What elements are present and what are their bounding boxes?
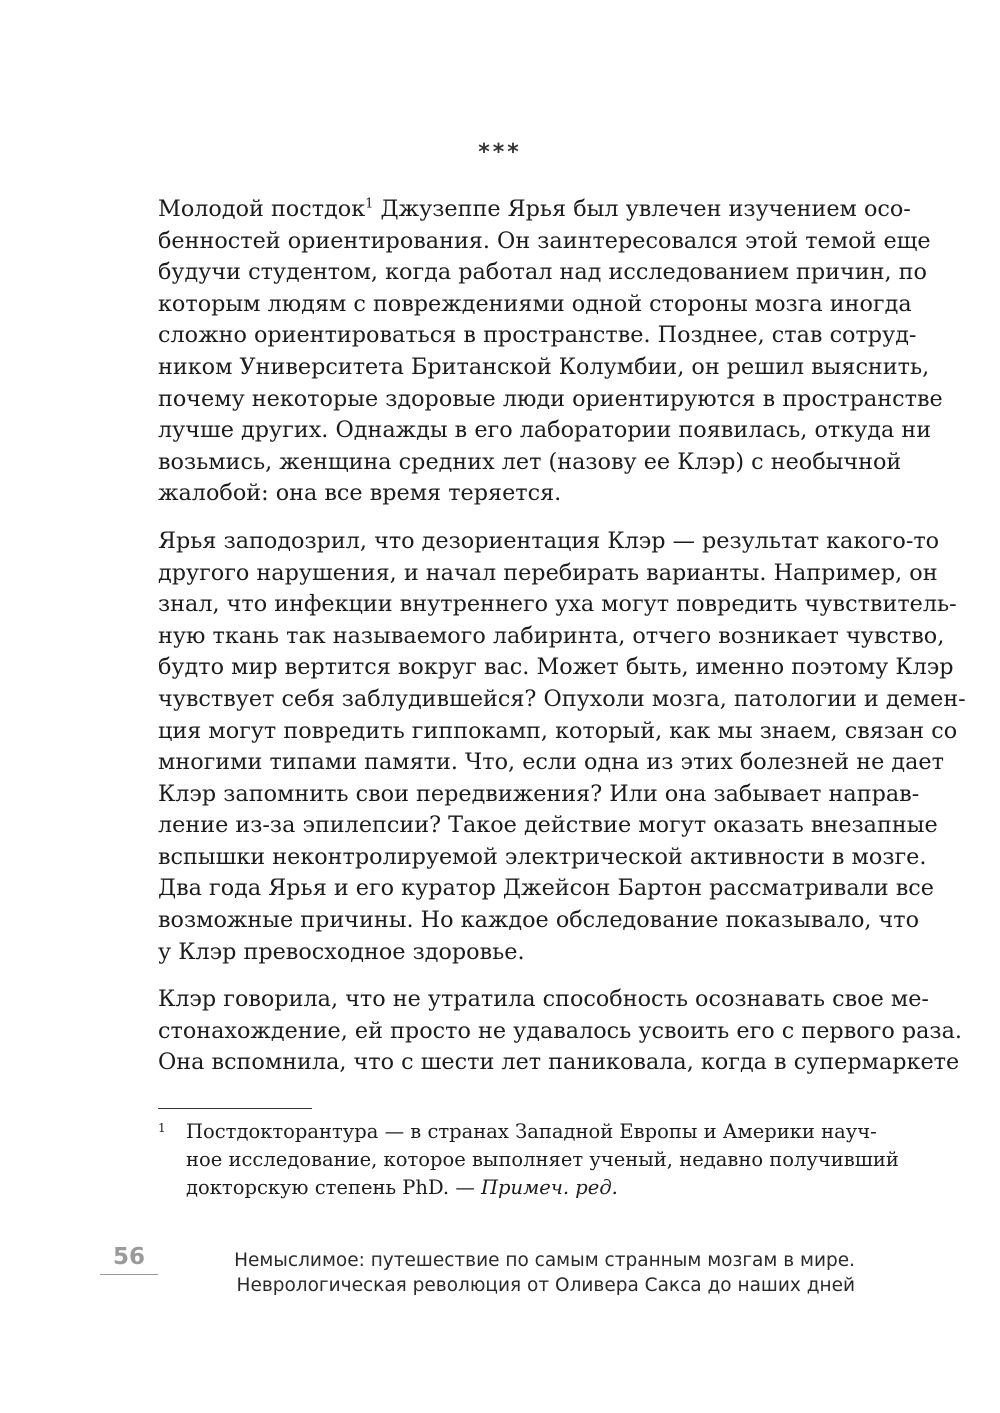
paragraph-3 [158,984,962,1079]
footnote-text [186,1118,899,1202]
text-line: Молодой постдок$^1$ Джузеппе Ярья был увлечен изучением осо- [158,196,911,222]
text-line: возможные причины. Но каждое обследование показывало, что [158,907,920,934]
footnote-line: Постдокторантура — в странах Западной Европы и Америки науч- [186,1120,877,1143]
text-line: лучше других. Однажды в его лаборатории появилась, откуда ни [158,417,932,444]
text-line: будучи студентом, когда работал над исследованием причин, по [158,259,927,286]
text-line: Два года Ярья и его куратор Джейсон Бартон рассматривали все [158,875,934,902]
text-line: будто мир вертится вокруг вас. Может быть, именно поэтому Клэр [158,654,954,681]
text-line: ником Университета Британской Колумбии, он решил выяснить, [158,353,930,380]
page-number: 56 [100,1244,158,1275]
text-line: знал, что инфекции внутреннего уха могут повредить чувствитель- [158,591,957,618]
text-line: стонахождение, ей просто не удавалось усвоить его с первого раза. [158,1017,962,1044]
footnote [158,1118,899,1202]
text-line: Она вспомнила, что с шести лет паниковала, когда в супермаркете [158,1049,960,1076]
text-line: бенностей ориентирования. Он заинтересовался этой темой еще [158,227,931,254]
editor-note: Примеч. ред. [481,1176,618,1199]
text-line: ную ткань так называемого лабиринта, отчего возникает чувство, [158,622,945,649]
paragraph-1 [158,194,943,510]
text-line: у Клэр превосходное здоровье. [158,938,525,965]
text-line: которым людям с повреждениями одной стороны мозга иногда [158,290,912,317]
footnote-line: докторскую степень PhD. — Примеч. ред. [186,1176,618,1199]
footnote-number: 1 [158,1121,166,1135]
text-line: Ярья заподозрил, что дезориентация Клэр — результат какого-то [158,527,940,554]
text-line: жалобой: она все время теряется. [158,480,562,507]
footnote-ref[interactable]: 1 [365,196,374,212]
text-line: Клэр запомнить свои передвижения? Или она забывает направ- [158,780,920,807]
running-footer-title [215,1248,855,1298]
text-line: ление из-за эпилепсии? Такое действие могут оказать внезапные [158,812,938,839]
body-text [158,194,966,1079]
text-line: возьмись, женщина средних лет (назову ее Клэр) с необычной [158,448,902,475]
paragraph-2 [158,526,966,968]
footer-title-line: Немыслимое: путешествие по самым странным мозгам в мире. [234,1250,855,1271]
text-line: многими типами памяти. Что, если одна из этих болезней не дает [158,749,944,776]
text-line: вспышки неконтролируемой электрической активности в мозге. [158,843,927,870]
text-line: Клэр говорила, что не утратила способность осознавать свое ме- [158,986,929,1013]
text-line: чувствует себя заблудившейся? Опухоли мозга, патологии и демен- [158,685,966,712]
text-line: ция могут повредить гиппокамп, который, как мы знаем, связан со [158,717,958,744]
text-line: почему некоторые здоровые люди ориентируются в пространстве [158,385,943,412]
text-line: сложно ориентироваться в пространстве. Позднее, став сотруд- [158,322,917,349]
section-separator: *** [478,140,522,165]
footnote-line: ное исследование, которое выполняет ученый, недавно получивший [186,1148,899,1171]
footer-title-line: Неврологическая революция от Оливера Сакса до наших дней [236,1275,855,1296]
text-line: другого нарушения, и начал перебирать варианты. Например, он [158,559,938,586]
footnote-divider [158,1108,312,1109]
